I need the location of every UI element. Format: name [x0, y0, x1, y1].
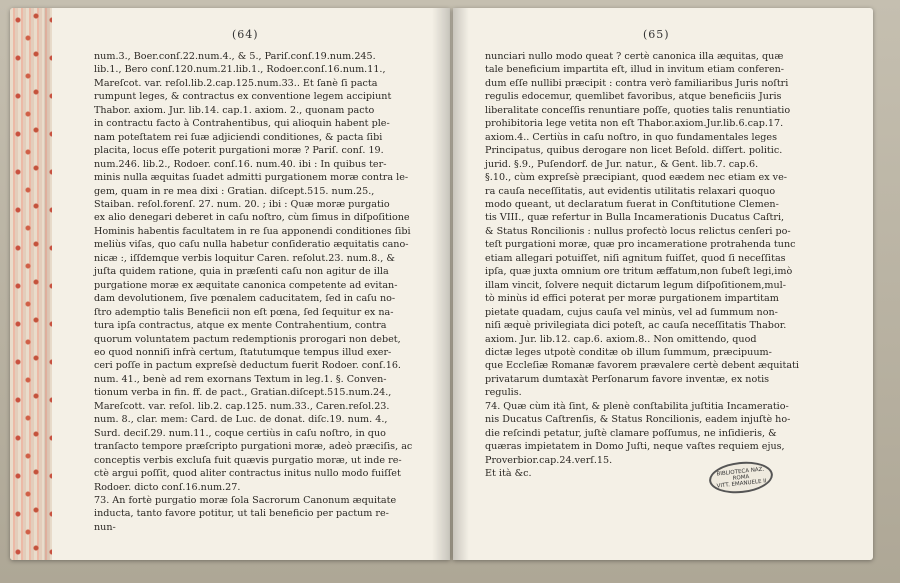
stamp-text: BIBLIOTECA NAZ. ROMA VITT. EMANUELE II [716, 466, 767, 490]
text-line: in contractu facto à Contrahentibus, qui alioquin habent ple- [94, 118, 390, 130]
text-line: rumpunt leges, & contractus ex conventione legem accipiunt [94, 91, 392, 103]
gutter-shadow [453, 8, 469, 560]
sprinkled-page-edge [10, 8, 52, 560]
text-line: conceptis verbis excluſa fuit quævis purgatio moræ, ut inde re- [94, 454, 402, 466]
text-line: placita, locus eſſe poterit purgationi moræ ? Pariſ. conſ. 19. [94, 145, 384, 157]
text-line: quorum voluntatem pactum redemptionis prorogari non debet, [94, 333, 401, 345]
text-line: nam poteſtatem rei ſuæ adjiciendi conditiones, & pacta ſibi [94, 131, 383, 143]
right-page [453, 8, 873, 560]
text-line: nunciari nullo modo queat ? certè canonica illa æquitas, quæ [485, 51, 784, 62]
right-page-text [485, 50, 835, 481]
text-line: dictæ leges utpotè conditæ ob illum ſummum, præcipuum- [485, 346, 772, 358]
text-line: tale beneficium impartita eſt, illud in invitum etiam conferen- [485, 64, 785, 76]
text-line: Proverbior.cap.24.verſ.15. [485, 454, 613, 466]
text-line: num.246. lib.2., Rodoer. conſ.16. num.40. ibi : In quibus ter- [94, 158, 387, 170]
text-line: Surd. deciſ.29. num.11., coque certiùs in caſu noſtro, in quo [94, 427, 386, 439]
text-line: Mareſcott. var. reſol. lib.2. cap.125. num.33., Caren.reſol.23. [94, 400, 390, 412]
text-line: tura ipſa contractus, atque ex mente Contrahentium, contra [94, 320, 387, 332]
text-line: Hominis habentis facultatem in re ſua apponendi conditiones ſibi [94, 225, 411, 237]
text-line: gem, quam in re mea dixi : Gratian. diſcept.515. num.25., [94, 185, 375, 197]
text-line: nicæ :, iſſdemque verbis loquitur Caren. reſolut.23. num.8., & [94, 252, 395, 264]
text-line: Rodoer. dicto conſ.16.num.27. [94, 481, 241, 493]
text-line: Staiban. reſol.forenſ. 27. num. 20. ; ibi : Quæ moræ purgatio [94, 198, 390, 210]
gutter-shadow [432, 8, 450, 560]
text-line: dum eſſe nullibi præcipit : contra verò familiaribus Juris noſtri [485, 77, 789, 89]
text-line: lib.1., Bero conſ.120.num.21.lib.1., Rodoer.conſ.16.num.11., [94, 64, 386, 76]
text-line: ex alio denegari deberet in caſu noſtro, cùm ſimus in diſpoſitione [94, 212, 410, 224]
left-page [10, 8, 450, 560]
text-line: §.10., cùm expreſsè præcipiant, quod eædem nec etiam ex ve- [485, 172, 788, 184]
text-line: eo quod nonniſi infrà certum, ſtatutumque tempus illud exer- [94, 346, 392, 358]
text-line: num. 8., clar. mem: Card. de Luc. de donat. diſc.19. num. 4., [94, 414, 388, 426]
text-line: ipſa, quæ juxta omnium ore tritum æffatum,non ſubeſt legi,imò [485, 266, 793, 278]
text-line: nun- [94, 521, 116, 533]
text-line: prohibitoria lege vetita non eſt Thabor.axiom.Jur.lib.6.cap.17. [485, 118, 784, 130]
text-line: axiom.4.. Certiùs in caſu noſtro, in quo fundamentales leges [485, 131, 777, 143]
text-line: nis Ducatus Caſtrenſis, & Status Roncilionis, eadem injuſtè ho- [485, 414, 791, 426]
text-line: jurid. §.9., Puſendorf. de Jur. natur., & Gent. lib.7. cap.6. [485, 158, 759, 170]
text-line: die reſcindi petatur, juſtè clamare poſſumus, ne inſidieris, & [485, 427, 777, 439]
text-line: ceri poſſe in pactum expreſsè deductum fuerit Rodoer. conſ.16. [94, 360, 401, 372]
text-line: tis VIII., quæ refertur in Bulla Incamerationis Ducatus Caſtri, [485, 212, 785, 224]
text-line: tò minùs id effici poterat per moræ purgationem impartitam [485, 293, 779, 305]
text-line: inducta, tanto favore potitur, ut tali beneficio per pactum re- [94, 508, 389, 520]
page-number: (64) [232, 28, 259, 41]
text-line: axiom. Jur. lib.12. cap.6. axiom.8.. Non omittendo, quod [485, 333, 757, 345]
text-line: regulis edocemur, quemlibet favoribus, atque beneficiis Juris [485, 91, 782, 103]
text-line: meliùs viſas, quo caſu nulla habetur conſideratio æquitatis cano- [94, 239, 409, 251]
text-line: que Eccleſiæ Romanæ favorem prævalere certè debent æquitati [485, 360, 799, 372]
text-line: illam vincit, ſolvere nequit dictarum legum diſpoſitionem,mul- [485, 279, 786, 291]
text-line: Principatus, quibus derogare non licet Beſold. diſſert. politic. [485, 145, 783, 157]
text-line: purgatione moræ ex æquitate canonica competente ad evitan- [94, 279, 398, 291]
text-line: minis nulla æquitas ſuadet admitti purgationem moræ contra le- [94, 172, 409, 184]
text-line: Et ità &c. [485, 468, 532, 480]
text-line: 73. An fortè purgatio moræ ſola Sacrorum Canonum æquitate [94, 494, 397, 506]
text-line: ctè argui poſſit, quod aliter contractus initus nullo modo fuiſſet [94, 468, 401, 480]
text-line: tionum verba in fin. ff. de pact., Gratian.diſcept.515.num.24., [94, 387, 392, 399]
text-line: Mareſcot. var. reſol.lib.2.cap.125.num.33.. Et ſanè ſi pacta [94, 77, 378, 89]
text-line: num. 41., benè ad rem exornans Textum in leg.1. §. Conven- [94, 373, 387, 385]
text-line: modo queant, ut declaratum fuerat in Conſtitutione Clemen- [485, 198, 779, 210]
text-line: regulis. [485, 387, 522, 399]
text-line: ſtro ademptio talis Beneficii non eſt pœna, ſed ſequitur ex na- [94, 306, 394, 318]
text-line: pietate quadam, cujus cauſa vel minùs, vel ad ſummum non- [485, 306, 778, 318]
text-line: ra cauſa neceſſitatis, aut evidentis utilitatis relaxari quoquo [485, 185, 776, 197]
text-line: teſt purgationi moræ, quæ pro incameratione protrahenda tunc [485, 239, 796, 251]
text-line: juſta quidem ratione, quia in præſenti caſu non agitur de illa [94, 266, 389, 278]
text-line: num.3., Boer.conſ.22.num.4., & 5., Pariſ.conſ.19.num.245. [94, 51, 376, 62]
text-line: privatarum dumtaxàt Perſonarum favore inventæ, ex notis [485, 373, 770, 385]
page-number: (65) [643, 28, 670, 41]
text-line: liberalitate conceſſis renuntiare poſſe, quoties talis renuntiatio [485, 104, 791, 116]
open-book [10, 8, 870, 568]
text-line: dam devolutionem, ſive pœnalem caducitatem, ſed in caſu no- [94, 293, 396, 305]
text-line: 74. Quæ cùm ità ſint, & plenè conſtabilita juſtitia Incameratio- [485, 400, 789, 412]
text-line: etiam allegari potuiſſet, niſi agnitum fuiſſet, quod ſi neceſſitas [485, 252, 786, 264]
text-line: & Status Roncilionis : nullus profectò locus relictus cenſeri po- [485, 225, 791, 237]
text-line: Thabor. axiom. Jur. lib.14. cap.1. axiom. 2., quonam pacto [94, 104, 375, 116]
text-line: niſi æquè privilegiata dici poteſt, ac cauſa neceſſitatis Thabor. [485, 320, 787, 332]
text-line: quæras impietatem in Domo Juſti, neque vaſtes requiem ejus, [485, 441, 785, 453]
text-line: tranſacto tempore præſcripto purgationi moræ, adeò præciſis, ac [94, 441, 413, 453]
left-page-text [94, 50, 434, 534]
